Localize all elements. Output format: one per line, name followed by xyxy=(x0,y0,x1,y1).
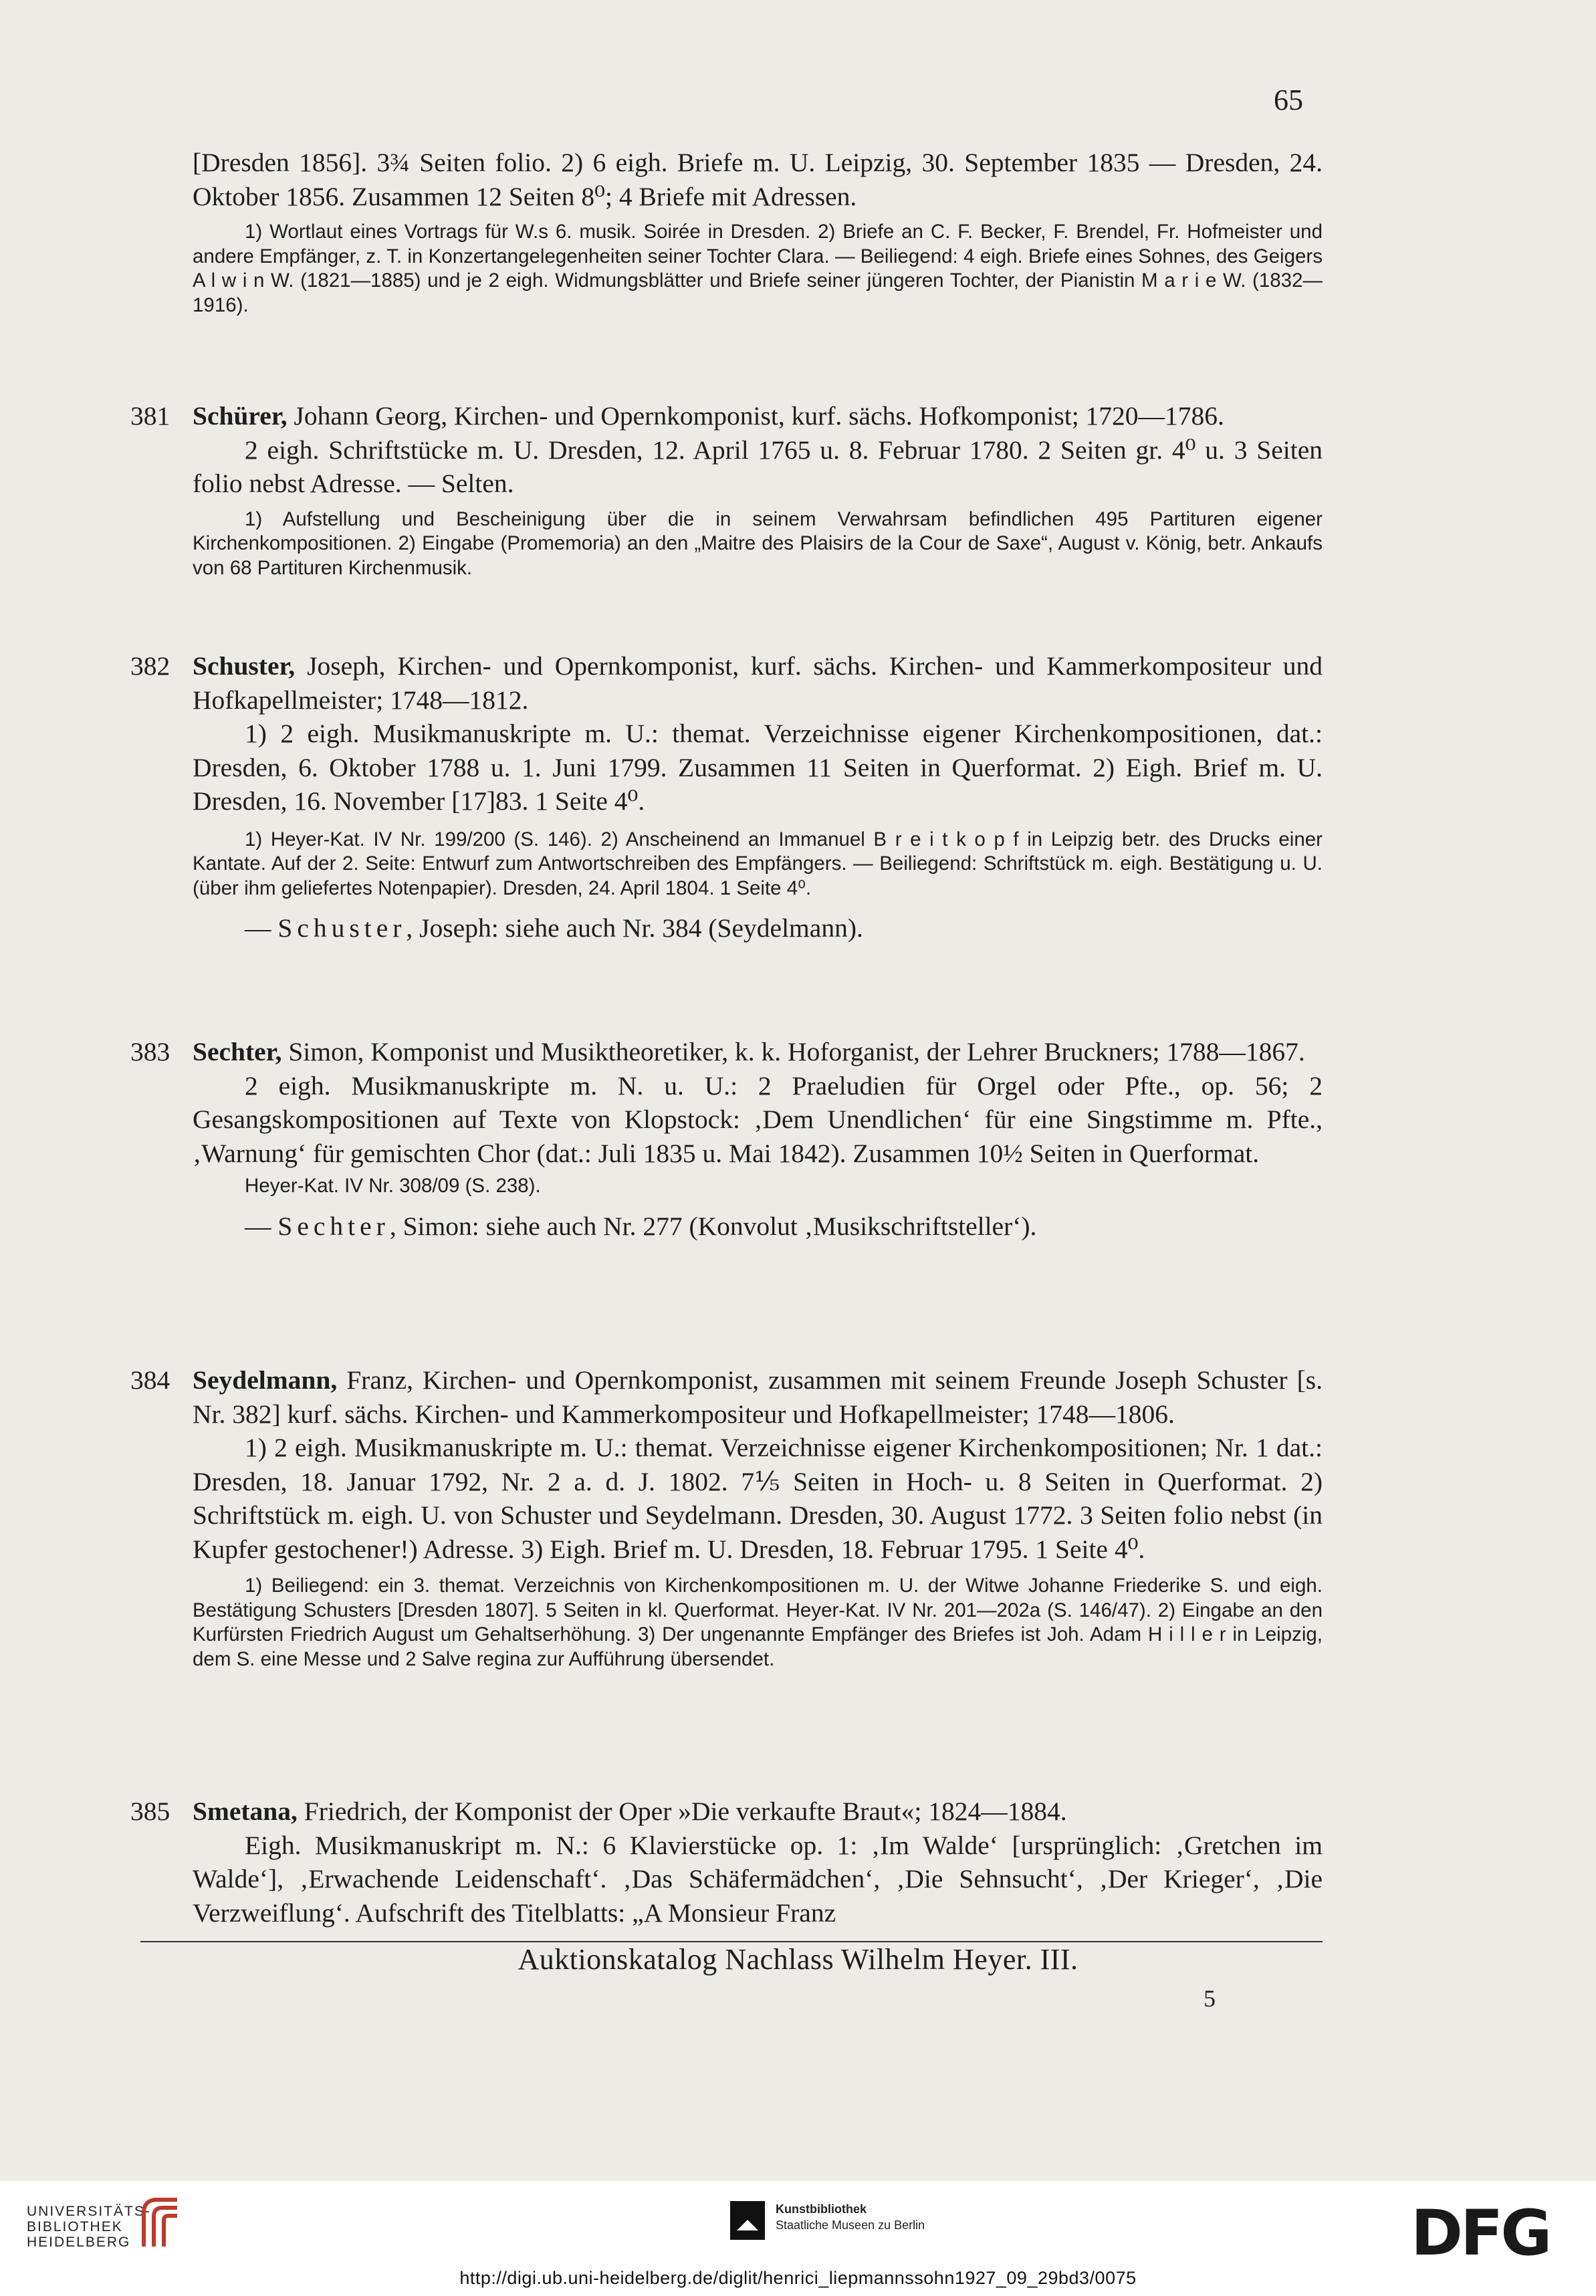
continuation-block xyxy=(193,146,1323,318)
lot-number: 383 xyxy=(130,1037,170,1066)
lot-heading xyxy=(193,399,1323,433)
lot-name: Seydelmann, xyxy=(193,1365,338,1395)
xref-text: , Joseph: siehe auch Nr. 384 (Seydelmann). xyxy=(406,913,863,943)
xref-name: Schuster xyxy=(277,913,407,943)
kunstbibliothek-logo-icon xyxy=(730,2201,765,2240)
lot-footnote: 1) Heyer-Kat. IV Nr. 199/200 (S. 146). 2) Anscheinend an Immanuel B r e i t k o p f in Leipzig betr. des Drucks einer Kantate. Auf der 2. Seite: Entwurf zum Antwortschreiben des Empfängers. — Beiliegend: Schriftstück m. eigh. Bestätigung u. U. (über ihm geliefertes Notenpapier). Dresden, 24. April 1804. 1 Seite 4⁰. xyxy=(193,828,1323,899)
uhd-line: UNIVERSITÄTS- xyxy=(27,2204,151,2219)
lot-heading-text: Joseph, Kirchen- und Opernkomponist, kurf. sächs. Kirchen- und Kammerkompositeur und Hofkapellmeister; 1748—1812. xyxy=(193,651,1323,715)
xref-name: Sechter xyxy=(277,1211,390,1241)
lot-description: 1) 2 eigh. Musikmanuskripte m. U.: themat. Verzeichnisse eigener Kirchenkompositionen, dat.: Dresden, 6. Oktober 1788 u. 1. Juni 1799. Zusammen 11 Seiten in Querformat. 2) Eigh. Brief m. U. Dresden, 16. November [17]83. 1 Seite 4⁰. xyxy=(193,719,1323,816)
lot-description: 2 eigh. Schriftstücke m. U. Dresden, 12. April 1765 u. 8. Februar 1780. 2 Seiten gr. 4⁰ u. 3 Seiten folio nebst Adresse. — Selten. xyxy=(193,435,1323,498)
lot-cross-reference: — Sechter, Simon: siehe auch Nr. 277 (Konvolut ‚Musikschriftsteller‘). xyxy=(245,1211,1037,1241)
kb-title: Kunstbibliothek xyxy=(776,2202,867,2216)
lot-number: 384 xyxy=(130,1365,170,1395)
source-url[interactable]: http://digi.ub.uni-heidelberg.de/diglit/henrici_liepmannssohn1927_09_29bd3/0075 xyxy=(459,2268,1137,2288)
uhd-wordmark xyxy=(27,2204,151,2250)
lot-name: Sechter, xyxy=(193,1037,282,1066)
lot-description: 1) 2 eigh. Musikmanuskripte m. U.: themat. Verzeichnisse eigener Kirchenkompositionen; Nr. 1 dat.: Dresden, 18. Januar 1792, Nr. 2 a. d. J. 1802. 7⅕ Seiten in Hoch- u. 8 Seiten in Querformat. 2) Schriftstück m. eigh. U. von Schuster und Seydelmann. Dresden, 30. August 1772. 3 Seiten folio nebst (in Kupfer gestochener!) Adresse. 3) Eigh. Brief m. U. Dresden, 18. Februar 1795. 1 Seite 4⁰. xyxy=(193,1433,1323,1564)
lot-heading xyxy=(193,1795,1323,1829)
lot-number: 381 xyxy=(130,401,170,431)
lot-description: Eigh. Musikmanuskript m. N.: 6 Klavierstücke op. 1: ‚Im Walde‘ [ursprünglich: ‚Gretchen im Walde‘], ‚Erwachende Leidenschaft‘. ‚Das Schäfermädchen‘, ‚Die Sehnsucht‘, ‚Der Krieger‘, ‚Die Verzweiflung‘. Aufschrift des Titelblatts: „A Monsieur Franz xyxy=(193,1830,1323,1928)
lot-heading xyxy=(193,1035,1323,1069)
uhd-line: BIBLIOTHEK xyxy=(27,2219,123,2234)
lot-heading xyxy=(193,1363,1323,1431)
lot-heading xyxy=(193,649,1323,717)
catalog-line: Auktionskatalog Nachlass Wilhelm Heyer. III. xyxy=(518,1943,1078,1976)
lot-cross-reference: — Schuster, Joseph: siehe auch Nr. 384 (Seydelmann). xyxy=(245,913,863,943)
uhd-logo-icon xyxy=(137,2193,191,2253)
lot-description: 2 eigh. Musikmanuskripte m. N. u. U.: 2 Praeludien für Orgel oder Pfte., op. 56; 2 Gesangskompositionen auf Texte von Klopstock: ‚Dem Unendlichen‘ für eine Singstimme m. Pfte., ‚Warnung‘ für gemischten Chor (dat.: Juli 1835 u. Mai 1842). Zusammen 10½ Seiten in Querformat. xyxy=(193,1070,1323,1168)
page-number: 65 xyxy=(1274,84,1303,116)
lot-heading-text: Johann Georg, Kirchen- und Opernkomponist, kurf. sächs. Hofkomponist; 1720—1786. xyxy=(287,401,1224,431)
lot-footnote: 1) Aufstellung und Bescheinigung über die in seinem Verwahrsam befindlichen 495 Partituren eigener Kirchenkompositionen. 2) Eingabe (Promemoria) an den „Maitre des Plaisirs de la Cour de Saxe“, August v. König, betr. Ankaufs von 68 Partituren Kirchenmusik. xyxy=(193,507,1323,579)
lot-number: 382 xyxy=(130,651,170,681)
kunstbibliothek-wordmark xyxy=(776,2201,925,2233)
dfg-logo: DFG xyxy=(1411,2197,1550,2270)
lot-entry xyxy=(193,1795,1323,1930)
lot-footnote: Heyer-Kat. IV Nr. 308/09 (S. 238). xyxy=(245,1175,541,1197)
kb-subtitle: Staatliche Museen zu Berlin xyxy=(776,2218,925,2232)
lot-entry xyxy=(193,399,1323,580)
lot-number: 385 xyxy=(130,1797,170,1826)
lot-heading-text: Simon, Komponist und Musiktheoretiker, k. k. Hoforganist, der Lehrer Bruckners; 1788—1867. xyxy=(281,1037,1305,1066)
footer-bar xyxy=(0,2181,1596,2296)
lot-name: Smetana, xyxy=(193,1797,298,1826)
continuation-text: [Dresden 1856]. 3¾ Seiten folio. 2) 6 eigh. Briefe m. U. Leipzig, 30. September 1835 — Dresden, 24. Oktober 1856. Zusammen 12 Seiten 8⁰; 4 Briefe mit Adressen. xyxy=(193,148,1323,211)
lot-entry xyxy=(193,1035,1323,1243)
lot-footnote: 1) Beiliegend: ein 3. themat. Verzeichnis von Kirchenkompositionen m. U. der Witwe Johanne Friederike S. und eigh. Bestätigung Schusters [Dresden 1807]. 5 Seiten in kl. Querformat. Heyer-Kat. IV Nr. 201—202a (S. 146/47). 2) Eingabe an den Kurfürsten Friedrich August um Gehaltserhöhung. 3) Der ungenannte Empfänger des Briefes ist Joh. Adam H i l l e r in Leipzig, dem S. eine Messe und 2 Salve regina zur Aufführung übersendet. xyxy=(193,1575,1323,1670)
xref-text: , Simon: siehe auch Nr. 277 (Konvolut ‚Musikschriftsteller‘). xyxy=(389,1211,1037,1241)
lot-heading-text: Friedrich, der Komponist der Oper »Die verkaufte Braut«; 1824—1884. xyxy=(297,1797,1067,1826)
continuation-footnote: 1) Wortlaut eines Vortrags für W.s 6. musik. Soirée in Dresden. 2) Briefe an C. F. Becker, F. Brendel, Fr. Hofmeister und andere Empfänger, z. T. in Konzertangelegenheiten seiner Tochter Clara. — Beiliegend: 4 eigh. Briefe eines Sohnes, des Geigers A l w i n W. (1821—1885) und je 2 eigh. Widmungsblätter und Briefe seiner jüngeren Tochter, der Pianistin M a r i e W. (1832—1916). xyxy=(193,221,1323,316)
lot-entry xyxy=(193,1363,1323,1672)
lot-name: Schürer, xyxy=(193,401,288,431)
signature-mark: 5 xyxy=(1204,1985,1216,2012)
lot-name: Schuster, xyxy=(193,651,296,681)
lot-entry xyxy=(193,649,1323,945)
uhd-line: HEIDELBERG xyxy=(27,2234,131,2250)
lot-heading-text: Franz, Kirchen- und Opernkomponist, zusammen mit seinem Freunde Joseph Schuster [s. Nr. 382] kurf. sächs. Kirchen- und Kammerkompositeur und Hofkapellmeister; 1748—1806. xyxy=(193,1365,1323,1429)
